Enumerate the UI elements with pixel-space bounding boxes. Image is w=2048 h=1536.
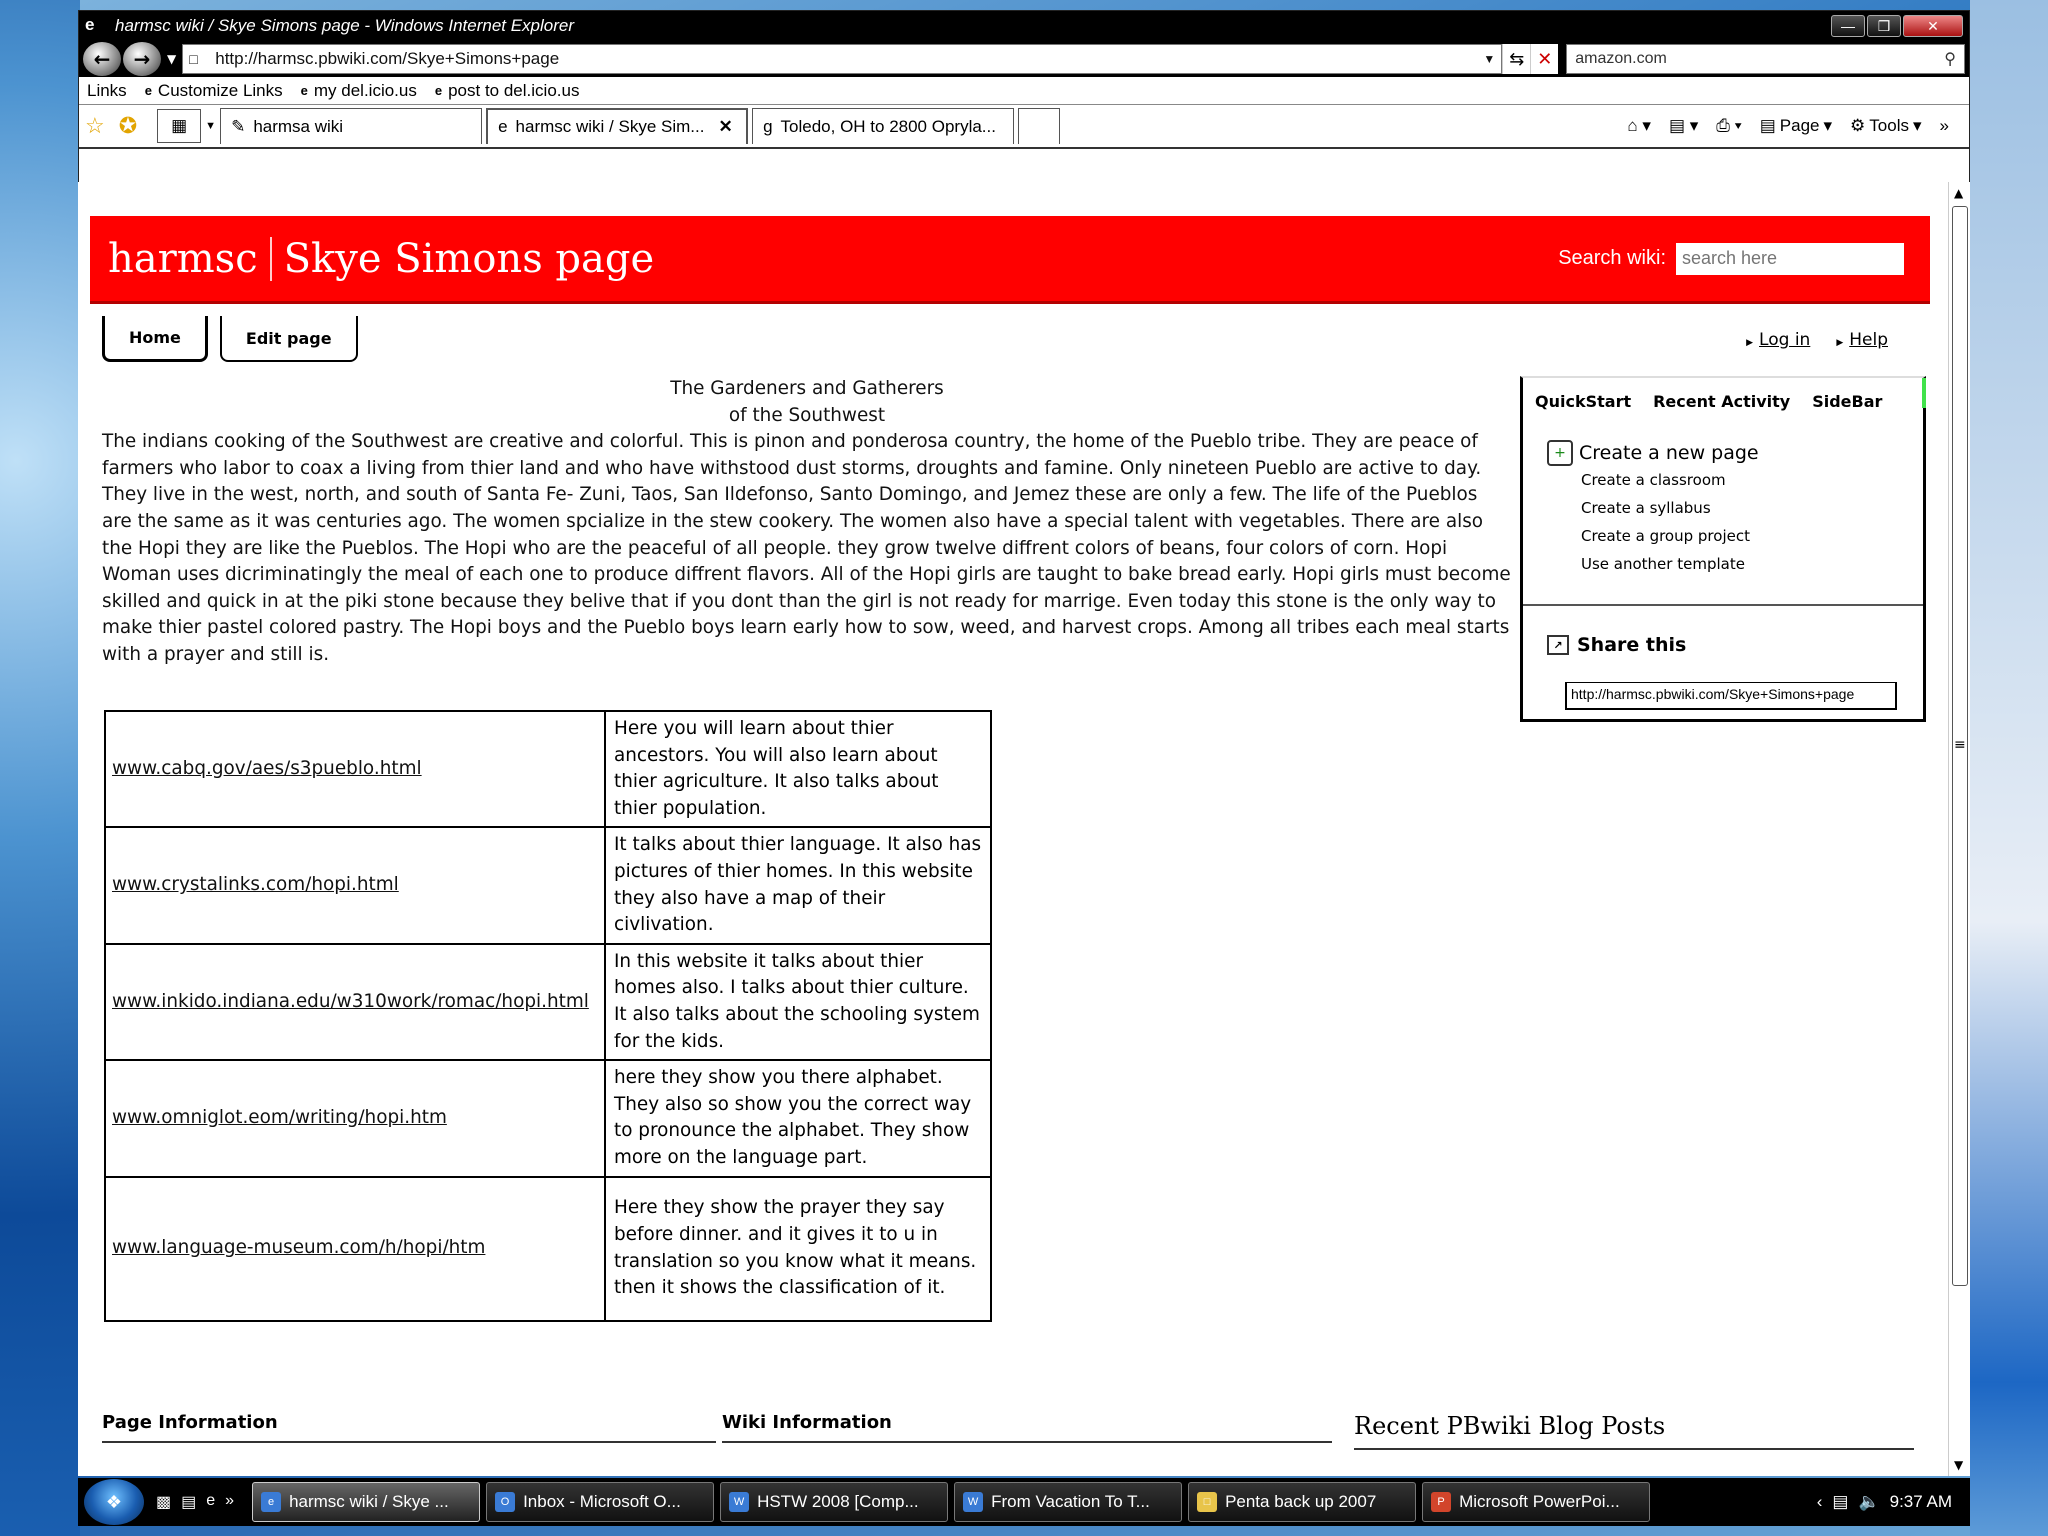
wiki-header	[90, 216, 1930, 304]
resource-link[interactable]: www.inkido.indiana.edu/w310work/romac/hopi.html	[112, 990, 589, 1012]
vertical-scrollbar[interactable]	[1948, 182, 1970, 1476]
taskbar-item-ie[interactable]: e harmsc wiki / Skye ...	[252, 1482, 480, 1522]
share-title: Share this	[1577, 634, 1687, 656]
favorites-star-icon[interactable]: ☆	[85, 113, 105, 138]
wiki-information-heading: Wiki Information	[722, 1412, 1332, 1443]
login-link[interactable]: Log in	[1759, 330, 1811, 350]
clock[interactable]: 9:37 AM	[1889, 1492, 1952, 1511]
url-field[interactable]	[182, 44, 1502, 74]
tab-label: Toledo, OH to 2800 Opryla...	[780, 116, 996, 136]
taskbar-item-word-vacation[interactable]: W From Vacation To T...	[954, 1482, 1182, 1522]
table-row	[105, 1177, 991, 1321]
feeds-button[interactable]: ▤ ▾	[1668, 116, 1699, 135]
folder-icon: □	[1197, 1492, 1217, 1512]
create-options	[1581, 466, 1759, 578]
tab-edit-page[interactable]: Edit page	[220, 316, 358, 362]
page-icon: ▤	[1759, 116, 1776, 135]
links-bar	[79, 77, 1969, 105]
maximize-button[interactable]: ❒	[1867, 15, 1901, 37]
resource-description: It talks about thier language. It also has pictures of thier homes. In this website they also have a map of their civlivation.	[605, 827, 991, 943]
use-template-link[interactable]: Use another template	[1581, 555, 1745, 573]
search-icon[interactable]: ⚲	[1944, 51, 1956, 68]
more-launch-icon[interactable]: »	[225, 1492, 235, 1509]
wiki-search-input[interactable]	[1676, 243, 1904, 275]
command-bar	[1627, 116, 1969, 136]
table-row	[105, 827, 991, 943]
link-post-to-delicious[interactable]: e post to del.icio.us	[434, 80, 580, 100]
minimize-button[interactable]: —	[1831, 15, 1865, 37]
create-group-project-link[interactable]: Create a group project	[1581, 527, 1750, 545]
google-icon: g	[763, 116, 773, 136]
table-row	[105, 1060, 991, 1176]
ie-icon: e	[85, 15, 95, 34]
links-label: Links	[87, 80, 127, 100]
resources-table	[104, 710, 992, 1322]
search-value: amazon.com	[1575, 50, 1667, 67]
start-button[interactable]: ❖	[84, 1479, 144, 1525]
scroll-up-icon[interactable]: ▲	[1954, 186, 1964, 200]
tab-skye-simons[interactable]	[486, 108, 748, 144]
tray-expand-icon[interactable]: ‹	[1816, 1492, 1823, 1511]
taskbar-item-powerpoint[interactable]: P Microsoft PowerPoi...	[1422, 1482, 1650, 1522]
search-label: Search wiki:	[1558, 247, 1666, 269]
page-title: Skye Simons page	[283, 235, 655, 282]
resource-description: Here you will learn about thier ancestors. You will also learn about thier agriculture. It also talks about thier population.	[605, 711, 991, 827]
tab-list-dropdown[interactable]: ▼	[205, 120, 217, 132]
ie-page-icon: e	[144, 83, 152, 98]
add-favorites-icon[interactable]: ✪	[118, 113, 138, 138]
tab-sidebar[interactable]: SideBar	[1812, 392, 1883, 411]
web-page	[78, 182, 1948, 1476]
forward-button[interactable]: →	[123, 42, 161, 76]
tools-menu[interactable]: ⚙ Tools ▾	[1850, 116, 1922, 135]
article	[102, 376, 1512, 669]
window-title: harmsc wiki / Skye Simons page - Windows Internet Explorer	[115, 16, 575, 35]
volume-icon[interactable]: 🔈	[1858, 1492, 1880, 1511]
quick-tabs-button[interactable]: ▦	[157, 109, 201, 143]
powerpoint-icon: P	[1431, 1492, 1451, 1512]
url-text: http://harmsc.pbwiki.com/Skye+Simons+page	[215, 49, 560, 68]
triangle-icon: ▶	[1836, 338, 1844, 348]
scroll-down-icon[interactable]: ▼	[1954, 1458, 1964, 1472]
close-tab-icon[interactable]: ✕	[718, 117, 733, 136]
page-menu[interactable]: ▤ Page ▾	[1759, 116, 1833, 135]
print-button[interactable]: ⎙ ▾	[1716, 116, 1742, 135]
resource-description: In this website it talks about thier homes also. I talks about thier culture. It also talks about the schooling system for the kids.	[605, 944, 991, 1060]
resource-link[interactable]: www.omniglot.eom/writing/hopi.htm	[112, 1107, 447, 1129]
page-icon: ✎	[231, 116, 246, 136]
link-customize-links[interactable]: e Customize Links	[144, 80, 283, 100]
tab-home[interactable]: Home	[102, 316, 208, 362]
network-icon[interactable]: ▤	[1832, 1492, 1849, 1511]
close-button[interactable]: ✕	[1903, 15, 1963, 37]
panel-accent	[1922, 378, 1926, 408]
scroll-grip-icon: ≡	[1954, 737, 1966, 753]
word-icon: W	[729, 1492, 749, 1512]
taskbar	[78, 1478, 1970, 1526]
article-body: The indians cooking of the Southwest are creative and colorful. This is pinon and ponderosa country, the home of the Pueblo tribe. They are peace of farmers who labor to coax a living from thier land and who have withstood dust storms, droughts and famine. Only nineteen Pueblo are active to day. They live in the west, north, and south of Santa Fe- Zuni, Taos, San Ildefonso, Santo Domingo, and Jemez these are only a few. The life of the Pueblos are the same as it was centuries ago. The women spcialize in the stew cookery. The women also have a special talent with vegetables. There are also the Hopi they are like the Pueblos. The Hopi who are the peaceful of all people. they grow twelve diffrent colors of beans, four colors of corn. Hopi Woman uses dicriminatingly the meal of each one to produce diffrent flavors. All of the Hopi girls are taught to bake bread early. Hopi girls must become skilled and quick in at the piki stone because they belive that if you dont than the girl is not ready for marrige. Even today this stone is the only way to make thier pastel colored pastry. The Hopi boys and the Pueblo boys learn early how to sow, weed, and harvest crops. Among all tribes each meal starts with a prayer and still is.	[102, 431, 1511, 665]
heading-line-1: The Gardeners and Gatherers	[670, 378, 944, 399]
taskbar-item-outlook[interactable]: O Inbox - Microsoft O...	[486, 1482, 714, 1522]
chevron-down-icon[interactable]: ▼	[1483, 52, 1496, 66]
tab-quickstart[interactable]: QuickStart	[1535, 392, 1632, 411]
recent-pages-dropdown[interactable]: ▼	[167, 52, 177, 66]
tab-label: harmsa wiki	[253, 116, 344, 136]
triangle-icon: ▶	[1746, 338, 1754, 348]
link-my-delicious[interactable]: e my del.icio.us	[300, 80, 417, 100]
word-icon: W	[963, 1492, 983, 1512]
ie-icon: e	[261, 1492, 281, 1512]
page-information-heading: Page Information	[102, 1412, 716, 1443]
desktop-background-left	[0, 0, 80, 1536]
home-button[interactable]: ⌂ ▾	[1627, 116, 1651, 135]
share-heading	[1547, 634, 1686, 656]
address-bar	[79, 41, 1969, 77]
desktop-background-right	[1970, 0, 2048, 1536]
resource-description: Here they show the prayer they say before dinner. and it gives it to u in translation so you know what it means. then it shows the classification of it.	[605, 1177, 991, 1321]
resource-link[interactable]: www.crystalinks.com/hopi.html	[112, 874, 399, 896]
quickstart-panel	[1520, 376, 1926, 722]
content-layer	[78, 10, 1970, 1476]
outlook-icon: O	[495, 1492, 515, 1512]
tabs-bar	[79, 105, 1969, 149]
blog-posts-heading: Recent PBwiki Blog Posts	[1354, 1412, 1914, 1450]
quick-launch	[156, 1492, 234, 1512]
taskbar-item-folder[interactable]: □ Penta back up 2007	[1188, 1482, 1416, 1522]
gear-icon: ⚙	[1850, 116, 1866, 135]
ie-launch-icon[interactable]: e	[206, 1492, 216, 1509]
user-links	[1746, 330, 1888, 350]
taskbar-item-word-hstw[interactable]: W HSTW 2008 [Comp...	[720, 1482, 948, 1522]
tab-label: harmsc wiki / Skye Sim...	[515, 117, 705, 136]
create-classroom-link[interactable]: Create a classroom	[1581, 471, 1726, 489]
panel-divider	[1523, 604, 1923, 606]
system-tray	[1817, 1492, 1970, 1512]
create-section	[1547, 440, 1759, 578]
tab-recent-activity[interactable]: Recent Activity	[1653, 392, 1791, 411]
page-icon: □	[189, 51, 198, 67]
tab-harmsa-wiki[interactable]	[220, 108, 482, 144]
table-row	[105, 944, 991, 1060]
resource-link[interactable]: www.language-museum.com/h/hopi/htm	[112, 1237, 486, 1259]
help-link[interactable]: Help	[1849, 330, 1888, 350]
switch-windows-icon[interactable]: ▤	[181, 1494, 197, 1511]
tab-toledo[interactable]	[752, 108, 1014, 144]
share-url-field[interactable]: http://harmsc.pbwiki.com/Skye+Simons+page	[1565, 682, 1897, 710]
create-syllabus-link[interactable]: Create a syllabus	[1581, 499, 1711, 517]
stop-button[interactable]: ✕	[1530, 44, 1558, 74]
heading-line-2: of the Southwest	[728, 404, 886, 426]
show-desktop-icon[interactable]: ▩	[156, 1494, 172, 1511]
window-controls	[1831, 15, 1963, 37]
refresh-button[interactable]: ⇆	[1502, 44, 1530, 74]
back-button[interactable]: ←	[83, 42, 121, 76]
resource-link[interactable]: www.cabq.gov/aes/s3pueblo.html	[112, 757, 422, 779]
table-row	[105, 711, 991, 827]
ie-page-icon: e	[434, 83, 443, 98]
new-tab-button[interactable]	[1018, 108, 1060, 144]
more-commands-icon[interactable]: »	[1939, 116, 1949, 135]
wiki-title	[108, 236, 654, 282]
search-input[interactable]	[1566, 44, 1965, 74]
panel-tabs	[1523, 378, 1923, 411]
create-new-page-link[interactable]: Create a new page	[1579, 442, 1759, 464]
ie-page-icon: e	[498, 117, 508, 136]
site-name[interactable]: harmsc	[108, 235, 258, 282]
wiki-tabs	[102, 316, 358, 362]
title-bar	[79, 11, 1969, 41]
ie-page-icon: e	[300, 83, 308, 98]
resource-description: here they show you there alphabet. They also so show you the correct way to pronounce the alphabet. They show more on the language part.	[605, 1060, 991, 1176]
add-page-icon: +	[1547, 440, 1573, 466]
share-icon: ↗	[1547, 635, 1569, 655]
wiki-search	[1558, 243, 1904, 275]
title-divider	[270, 237, 272, 281]
